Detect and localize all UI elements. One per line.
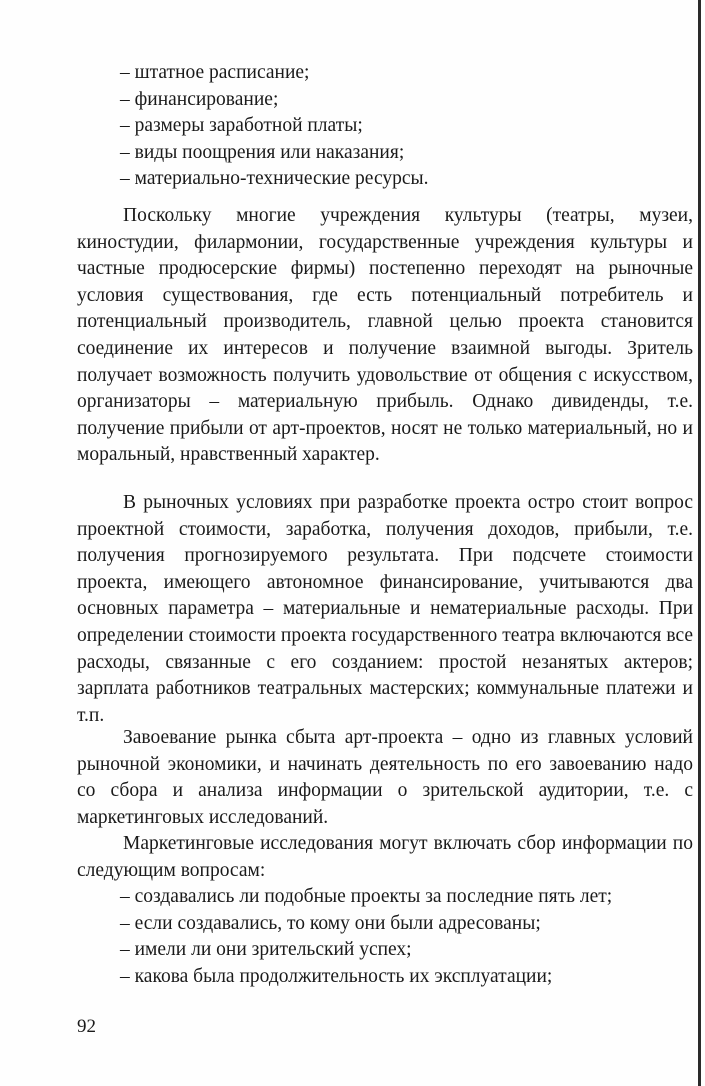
- list-item: – если создавались, то кому они были адресованы;: [120, 912, 541, 934]
- list-item: – материально-технические ресурсы.: [120, 168, 429, 190]
- bottom-bullet-list: [120, 884, 680, 990]
- top-bullet-list: [120, 60, 680, 193]
- paragraph-text: Маркетинговые исследования могут включать сбор информации по следующим вопросам:: [77, 833, 693, 881]
- list-item: – создавались ли подобные проекты за последние пять лет;: [120, 886, 613, 907]
- paragraph-market-conquest: [77, 725, 693, 831]
- page-edge-shadow: [698, 0, 701, 1086]
- list-item: – размеры заработной платы;: [120, 115, 363, 137]
- list-item: – какова была продолжительность их эксплуатации;: [120, 965, 553, 987]
- page-number: 92: [77, 1016, 96, 1037]
- list-item: – виды поощрения или наказания;: [120, 141, 405, 163]
- paragraph-text: В рыночных условиях при разработке проекта остро стоит вопрос проектной стоимости, заработка, получения доходов, прибыли, т.е. получения прогнозируемого результата. При подсчете стоимости проекта, имеющего автономное финансирование, учитываются два основных параметра – материальные и нематериальные расходы. При определении стоимости проекта государственного театра включаются все расходы, связанные с его созданием: простой незанятых актеров; зарплата работников театральных мастерских; коммунальные платежи и т.п.: [77, 492, 693, 726]
- paragraph-text: Поскольку многие учреждения культуры (театры, музеи, киностудии, филармонии, государственные учреждения культуры и частные продюсерские фирмы) постепенно переходят на рыночные условия существования, где есть потенциальный потребитель и потенциальный производитель, главной целью проекта становится соединение их интересов и получение взаимной выгоды. Зритель получает возможность получить удовольствие от общения с искусством, организаторы – материальную прибыль. Однако дивиденды, т.е. получение прибыли от арт-проектов, носят не только материальный, но и моральный, нравственный характер.: [77, 205, 693, 466]
- list-item: – штатное расписание;: [120, 62, 310, 83]
- list-item: – имели ли они зрительский успех;: [120, 939, 412, 961]
- list-item: – финансирование;: [120, 88, 279, 110]
- paragraph-marketing-research: [77, 831, 693, 884]
- paragraph-cultural-institutions: [77, 203, 693, 469]
- paragraph-text: Завоевание рынка сбыта арт-проекта – одно из главных условий рыночной экономики, и начинать деятельность по его завоеванию надо со сбора и анализа информации о зрительской аудитории, т.е. с маркетинговых исследований.: [77, 727, 693, 828]
- paragraph-project-cost: [77, 490, 693, 729]
